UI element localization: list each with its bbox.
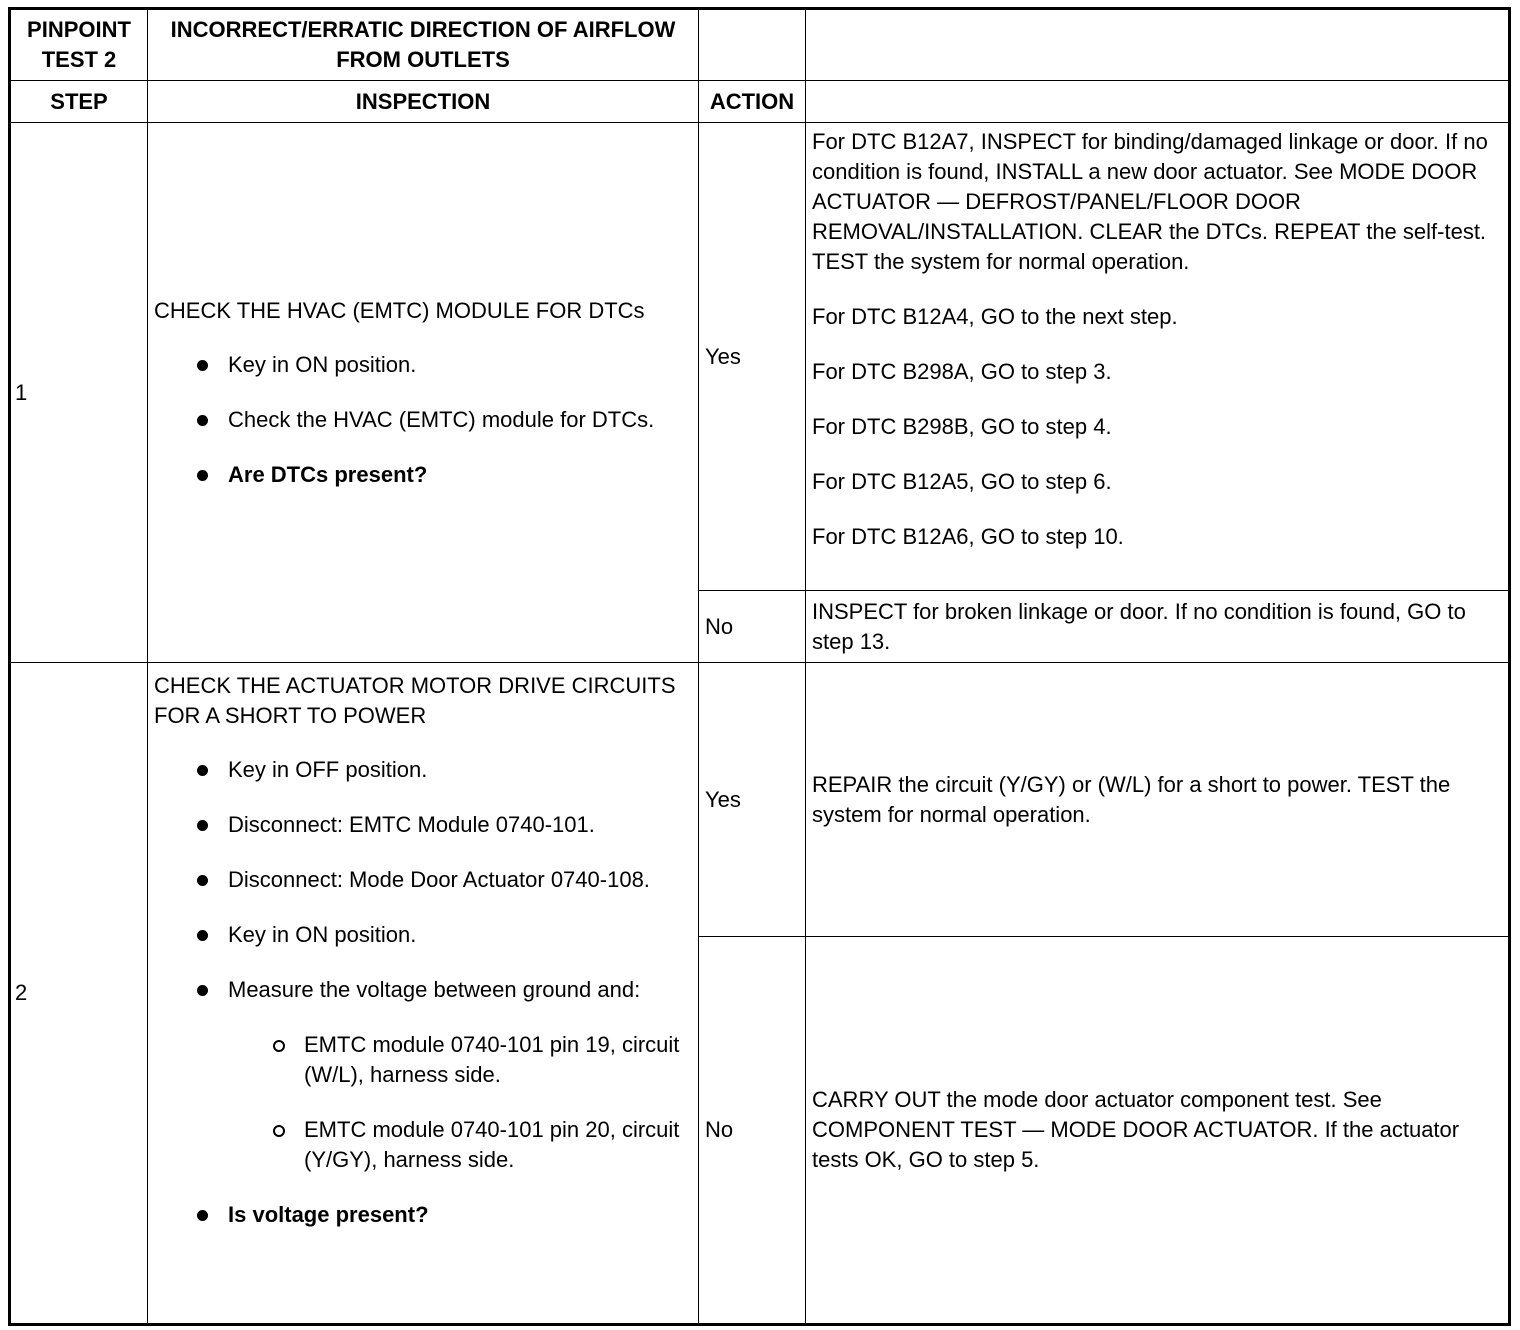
no-label: No bbox=[699, 937, 806, 1325]
action-text: For DTC B298A, GO to step 3. bbox=[812, 359, 1112, 384]
inspection-bullet: Disconnect: EMTC Module 0740-101. bbox=[228, 810, 692, 840]
step-1-yes-actions bbox=[806, 123, 1510, 591]
inspection-bullet bbox=[228, 975, 692, 1175]
step-2-yes-row bbox=[10, 663, 1510, 937]
empty-header-cell bbox=[806, 81, 1510, 123]
action-text: For DTC B12A6, GO to step 10. bbox=[812, 524, 1124, 549]
pinpoint-test-table bbox=[8, 7, 1511, 1326]
step-1-inspection bbox=[148, 123, 699, 663]
empty-header-cell bbox=[806, 9, 1510, 81]
inspection-sub-bullet: EMTC module 0740-101 pin 19, circuit (W/L), harness side. bbox=[304, 1030, 692, 1090]
yes-label: Yes bbox=[699, 663, 806, 937]
column-header-row bbox=[10, 81, 1510, 123]
yes-label: Yes bbox=[699, 123, 806, 591]
action-text: For DTC B12A5, GO to step 6. bbox=[812, 469, 1112, 494]
inspection-bullet: Key in OFF position. bbox=[228, 755, 692, 785]
column-header-inspection: INSPECTION bbox=[148, 81, 699, 123]
inspection-bullet: Check the HVAC (EMTC) module for DTCs. bbox=[228, 405, 692, 435]
inspection-title: CHECK THE HVAC (EMTC) MODULE FOR DTCs bbox=[154, 297, 645, 323]
step-1-yes-row bbox=[10, 123, 1510, 591]
inspection-bullet: Disconnect: Mode Door Actuator 0740-108. bbox=[228, 865, 692, 895]
action-text: For DTC B298B, GO to step 4. bbox=[812, 414, 1112, 439]
pinpoint-label: PINPOINT TEST 2 bbox=[10, 9, 148, 81]
action-text: REPAIR the circuit (Y/GY) or (W/L) for a short to power. TEST the system for normal operation. bbox=[806, 663, 1510, 937]
title-row bbox=[10, 9, 1510, 81]
inspection-bullet: Key in ON position. bbox=[228, 920, 692, 950]
step-number: 1 bbox=[10, 123, 148, 663]
action-text: CARRY OUT the mode door actuator component test. See COMPONENT TEST — MODE DOOR ACTUATOR. If the actuator tests OK, GO to step 5. bbox=[806, 937, 1510, 1325]
inspection-bullet-text: Measure the voltage between ground and: bbox=[228, 977, 641, 1002]
test-title: INCORRECT/ERRATIC DIRECTION OF AIRFLOW FROM OUTLETS bbox=[148, 9, 699, 81]
step-2-inspection bbox=[148, 663, 699, 1325]
inspection-bullets bbox=[154, 350, 692, 490]
inspection-question: Is voltage present? bbox=[228, 1200, 692, 1230]
column-header-action: ACTION bbox=[699, 81, 806, 123]
column-header-step: STEP bbox=[10, 81, 148, 123]
action-text: For DTC B12A7, INSPECT for binding/damaged linkage or door. If no condition is found, INSTALL a new door actuator. See MODE DOOR ACTUATOR — DEFROST/PANEL/FLOOR DOOR REMOVAL/INSTALLATION. CLEAR the DTCs. REPEAT the self-test. TEST the system for normal operation. bbox=[812, 129, 1488, 274]
inspection-title: CHECK THE ACTUATOR MOTOR DRIVE CIRCUITS FOR A SHORT TO POWER bbox=[154, 673, 676, 728]
inspection-bullets bbox=[154, 755, 692, 1230]
inspection-bullet: Key in ON position. bbox=[228, 350, 692, 380]
action-text: For DTC B12A4, GO to the next step. bbox=[812, 304, 1178, 329]
action-text: INSPECT for broken linkage or door. If no condition is found, GO to step 13. bbox=[806, 591, 1510, 663]
inspection-sub-bullet: EMTC module 0740-101 pin 20, circuit (Y/GY), harness side. bbox=[304, 1115, 692, 1175]
inspection-question: Are DTCs present? bbox=[228, 460, 692, 490]
inspection-sub-bullets bbox=[228, 1030, 692, 1175]
empty-header-cell bbox=[699, 9, 806, 81]
step-number: 2 bbox=[10, 663, 148, 1325]
no-label: No bbox=[699, 591, 806, 663]
